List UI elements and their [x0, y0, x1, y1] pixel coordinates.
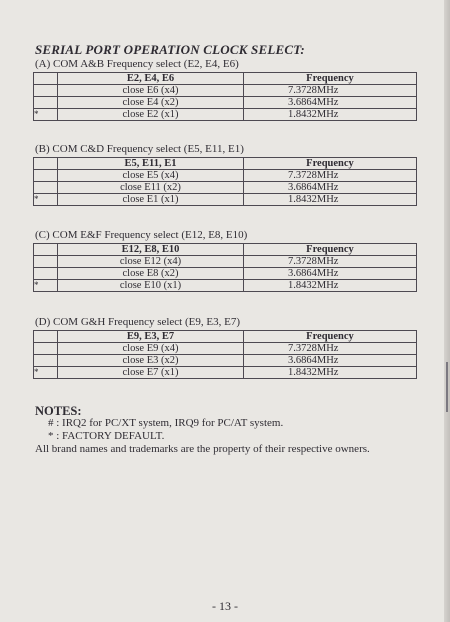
frequency-header: Frequency	[244, 73, 417, 85]
section-a-heading: (A) COM A&B Frequency select (E2, E4, E6)	[35, 58, 239, 70]
frequency-value: 3.6864MHz	[244, 268, 417, 280]
section-b-table	[33, 157, 417, 206]
default-mark: *	[34, 367, 58, 379]
table-row	[34, 367, 417, 379]
page-number: - 13 -	[212, 599, 238, 613]
frequency-value: 7.3728MHz	[244, 170, 417, 182]
mark-header-cell	[34, 73, 58, 85]
page-edge	[444, 0, 450, 622]
table-row	[34, 194, 417, 206]
trademark-note: All brand names and trademarks are the property of their respective owners.	[35, 443, 370, 455]
table-row	[34, 85, 417, 97]
frequency-value: 1.8432MHz	[244, 367, 417, 379]
table-header-row	[34, 73, 417, 85]
table-header-row	[34, 331, 417, 343]
irq-note: # : IRQ2 for PC/XT system, IRQ9 for PC/AT system.	[48, 417, 284, 429]
notes-title: NOTES:	[35, 404, 82, 418]
default-mark: *	[34, 194, 58, 206]
frequency-value: 7.3728MHz	[244, 85, 417, 97]
default-mark	[34, 256, 58, 268]
frequency-value: 3.6864MHz	[244, 97, 417, 109]
section-c-heading: (C) COM E&F Frequency select (E12, E8, E10)	[35, 229, 248, 241]
jumper-setting: close E6 (x4)	[58, 85, 244, 97]
default-mark	[34, 343, 58, 355]
jumper-setting: close E3 (x2)	[58, 355, 244, 367]
mark-header-cell	[34, 331, 58, 343]
default-mark	[34, 182, 58, 194]
section-a-table	[33, 72, 417, 121]
frequency-value: 1.8432MHz	[244, 194, 417, 206]
default-mark	[34, 97, 58, 109]
table-row	[34, 97, 417, 109]
jumper-setting: close E9 (x4)	[58, 343, 244, 355]
jumper-header: E12, E8, E10	[58, 244, 244, 256]
jumper-setting: close E4 (x2)	[58, 97, 244, 109]
jumper-header: E2, E4, E6	[58, 73, 244, 85]
jumper-setting: close E11 (x2)	[58, 182, 244, 194]
section-c-table	[33, 243, 417, 292]
jumper-setting: close E2 (x1)	[58, 109, 244, 121]
jumper-setting: close E10 (x1)	[58, 280, 244, 292]
table-row	[34, 182, 417, 194]
jumper-setting: close E8 (x2)	[58, 268, 244, 280]
table-row	[34, 280, 417, 292]
table-row	[34, 355, 417, 367]
jumper-setting: close E1 (x1)	[58, 194, 244, 206]
jumper-setting: close E12 (x4)	[58, 256, 244, 268]
frequency-value: 7.3728MHz	[244, 256, 417, 268]
jumper-setting: close E7 (x1)	[58, 367, 244, 379]
frequency-header: Frequency	[244, 244, 417, 256]
section-b-heading: (B) COM C&D Frequency select (E5, E11, E1)	[35, 143, 244, 155]
mark-header-cell	[34, 158, 58, 170]
frequency-value: 1.8432MHz	[244, 280, 417, 292]
table-row	[34, 256, 417, 268]
table-row	[34, 109, 417, 121]
jumper-header: E9, E3, E7	[58, 331, 244, 343]
page-edge-mark	[446, 362, 448, 412]
frequency-header: Frequency	[244, 331, 417, 343]
default-mark	[34, 268, 58, 280]
frequency-value: 3.6864MHz	[244, 182, 417, 194]
frequency-value: 7.3728MHz	[244, 343, 417, 355]
default-mark	[34, 85, 58, 97]
default-mark	[34, 355, 58, 367]
jumper-header: E5, E11, E1	[58, 158, 244, 170]
default-mark: *	[34, 109, 58, 121]
table-row	[34, 170, 417, 182]
table-header-row	[34, 158, 417, 170]
table-row	[34, 343, 417, 355]
table-header-row	[34, 244, 417, 256]
frequency-value: 3.6864MHz	[244, 355, 417, 367]
frequency-header: Frequency	[244, 158, 417, 170]
section-d-table	[33, 330, 417, 379]
section-d-heading: (D) COM G&H Frequency select (E9, E3, E7)	[35, 316, 240, 328]
mark-header-cell	[34, 244, 58, 256]
default-mark	[34, 170, 58, 182]
jumper-setting: close E5 (x4)	[58, 170, 244, 182]
factory-default-note: * : FACTORY DEFAULT.	[48, 430, 165, 442]
frequency-value: 1.8432MHz	[244, 109, 417, 121]
default-mark: *	[34, 280, 58, 292]
table-row	[34, 268, 417, 280]
page-title: SERIAL PORT OPERATION CLOCK SELECT:	[35, 42, 305, 57]
